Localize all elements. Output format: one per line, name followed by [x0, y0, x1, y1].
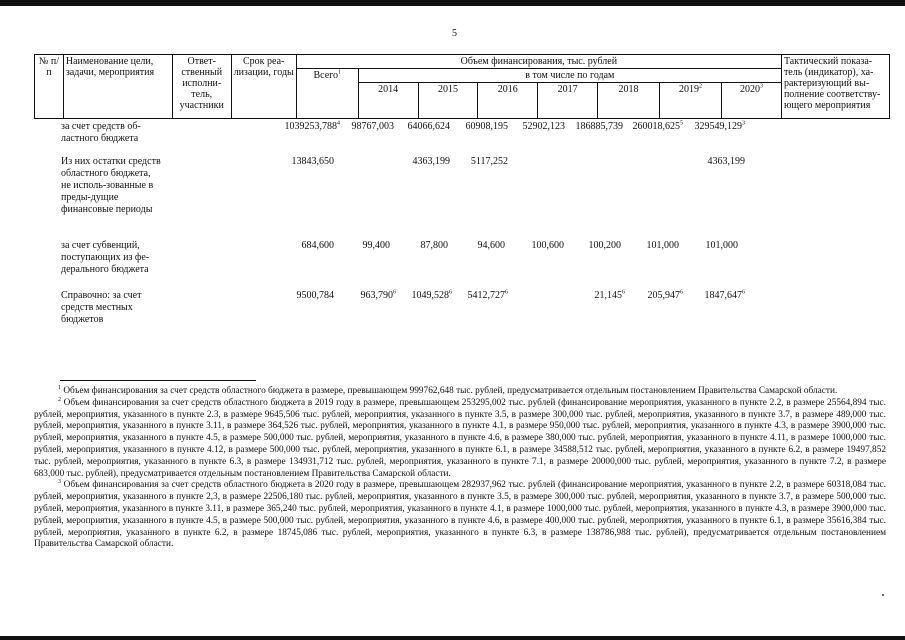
- cell-total: 1039253,788$^4$: [284, 120, 340, 132]
- cell-2019: 101,000: [646, 240, 679, 251]
- cell-2019: 205,947$^6$: [647, 289, 683, 301]
- financing-table-header: [34, 54, 890, 119]
- top-border-bar: [0, 0, 905, 6]
- header-year-2015: 2015: [418, 83, 478, 119]
- footnote-separator: [60, 380, 256, 381]
- header-funding: Объем финансирования, тыс. рублей: [296, 55, 781, 69]
- header-year-2018: 2018: [598, 83, 660, 119]
- cell-2016: 5117,252: [470, 156, 508, 167]
- cell-2020: 101,000: [705, 240, 738, 251]
- cell-2015: 87,800: [420, 240, 448, 251]
- row-name: Справочно: за счет средств местных бюджетов: [61, 290, 142, 325]
- cell-2015: 64066,624: [407, 121, 450, 132]
- cell-2017: 100,600: [531, 240, 564, 251]
- cell-2016: 60908,195: [465, 121, 508, 132]
- row-name: Из них остатки средств областного бюджета, не исполь-зованные в преды-дущие финансовые периоды: [61, 156, 161, 215]
- header-name: Наименование цели, задачи, мероприятия: [63, 55, 172, 119]
- cell-total: 9500,784: [296, 290, 334, 301]
- bottom-border-bar: [0, 636, 905, 640]
- header-year-2020: 2020$^3$: [721, 83, 781, 119]
- cell-2015: 4363,199: [412, 156, 450, 167]
- footnote-1: $^1$ Объем финансирования за счет средств областного бюджета в размере, превышающем 999762,648 тыс. рублей, предусматривается отдельным постановлением Правительства Самарской области.: [58, 384, 838, 396]
- header-year-2017: 2017: [538, 83, 598, 119]
- header-year-2016: 2016: [478, 83, 538, 119]
- cell-2019: 260018,625$^5$: [632, 120, 683, 132]
- footnote-2: $^2$ Объем финансирования за счет средств областного бюджета в 2019 году в размере, превышающем 253295,002 тыс. рублей (финансирование мероприятия, указанного в пункте 2.2, в размере 25564,894 тыс. рублей, мероприятия, указанного в пункте 2.3, в размере 9645,506 тыс. рублей, мероприятия, указанного в пункте 3.5, в размере 300,000 тыс. рублей, мероприятия, указанного в пункте 3.7, в размере 489,000 тыс. рублей, мероприятия, указанного в пункте 3.11, в размере 364,526 тыс. рублей, мероприятия, указанного в пункте 4.1, в размере 950,000 тыс. рублей, мероприятия, указанного в пункте 4.3, в размере 3900,000 тыс. рублей, мероприятия, указанного в пункте 4.5, в размере 500,000 тыс. рублей, мероприятия, указанного в пункте 4.6, в размере 380,000 тыс. рублей, мероприятия, указанного в пункте 4.11, в размере 1000,000 тыс. рублей, мероприятия, указанного в пункте 4.12, в размере 500,000 тыс. рублей, мероприятия, указанного в пункте 6.1, в размере 34588,512 тыс. рублей, мероприятия, указанного в пункте 6.2, в размере 19497,852 тыс. рублей, мероприятия, указанного в пункте 6.3, в размере 134931,712 тыс. рублей, мероприятия, указанного в пункте 7.1, в размере 20000,000 тыс. рублей, мероприятия, указанного в пункте 7.2, в размере 683,000 тыс. рублей), предусматривается отдельным постановлением Правительства Самарской области.: [34, 396, 886, 479]
- cell-2016: 5412,727$^6$: [467, 289, 508, 301]
- header-responsible: Ответ-ственный исполни-тель, участники: [172, 55, 231, 119]
- header-year-2014: 2014: [358, 83, 418, 119]
- page-number: 5: [452, 28, 457, 39]
- scan-speck: [882, 594, 884, 596]
- header-term: Срок реа-лизации, годы: [231, 55, 296, 119]
- cell-2014: 98767,003: [351, 121, 394, 132]
- cell-2014: 963,790$^6$: [360, 289, 396, 301]
- cell-total: 684,600: [301, 240, 334, 251]
- footnote-3: $^3$ Объем финансирования за счет средств областного бюджета в 2020 году в размере, превышающем 282937,962 тыс. рублей (финансирование мероприятия, указанного в пункте 2.2, в размере 60318,084 тыс. рублей, мероприятия, указанного в пункте 2,3, в размере 22506,180 тыс. рублей, мероприятия, указанного в пункте 3.5, в размере 300,000 тыс. рублей, мероприятия, указанного в пункте 3.7, в размере 500,000 тыс. рублей, мероприятия, указанного в пункте 3.11, в размере 365,240 тыс. рублей, мероприятия, указанного в пункте 4.1, в размере 1000,000 тыс. рублей, мероприятия, указанного в пункте 4.3, в размере 3900,000 тыс. рублей, мероприятия, указанного в пункте 4.5, в размере 500,000 тыс. рублей, мероприятия, указанного в пункте 4.6, в размере 400,000 тыс. рублей, мероприятия, указанного в пункте 6.1, в размере 35616,384 тыс. рублей, мероприятия, указанного в пункте 6.2, в размере 18745,086 тыс. рублей, мероприятия, указанного в пункте 6.3, в размере 138786,988 тыс. рублей), предусматривается отдельным постановлением Правительства Самарской области.: [34, 479, 886, 550]
- header-num: № п/п: [35, 55, 64, 119]
- cell-2014: 99,400: [362, 240, 390, 251]
- cell-2020: 4363,199: [707, 156, 745, 167]
- header-by-years: в том числе по годам: [358, 69, 781, 83]
- header-indicator: Тактический показа-тель (индикатор), ха-рактеризующий вы-полнение соответству-ющего мероприятия: [781, 55, 889, 119]
- cell-2015: 1049,528$^6$: [411, 289, 452, 301]
- cell-2017: 52902,123: [522, 121, 565, 132]
- cell-2018: 186885,739: [575, 121, 623, 132]
- cell-total: 13843,650: [291, 156, 334, 167]
- footnotes: [34, 386, 886, 551]
- cell-2020: 1847,647$^6$: [704, 289, 745, 301]
- header-total: Всего$^1$: [296, 69, 358, 119]
- cell-2018: 100,200: [588, 240, 621, 251]
- row-name: за счет средств об-ластного бюджета: [61, 121, 141, 144]
- header-year-2019: 2019$^2$: [660, 83, 722, 119]
- row-name: за счет субвенций, поступающих из фе-дерального бюджета: [61, 240, 150, 275]
- cell-2016: 94,600: [477, 240, 505, 251]
- cell-2020: 329549,129$^3$: [694, 120, 745, 132]
- cell-2018: 21,145$^6$: [594, 289, 625, 301]
